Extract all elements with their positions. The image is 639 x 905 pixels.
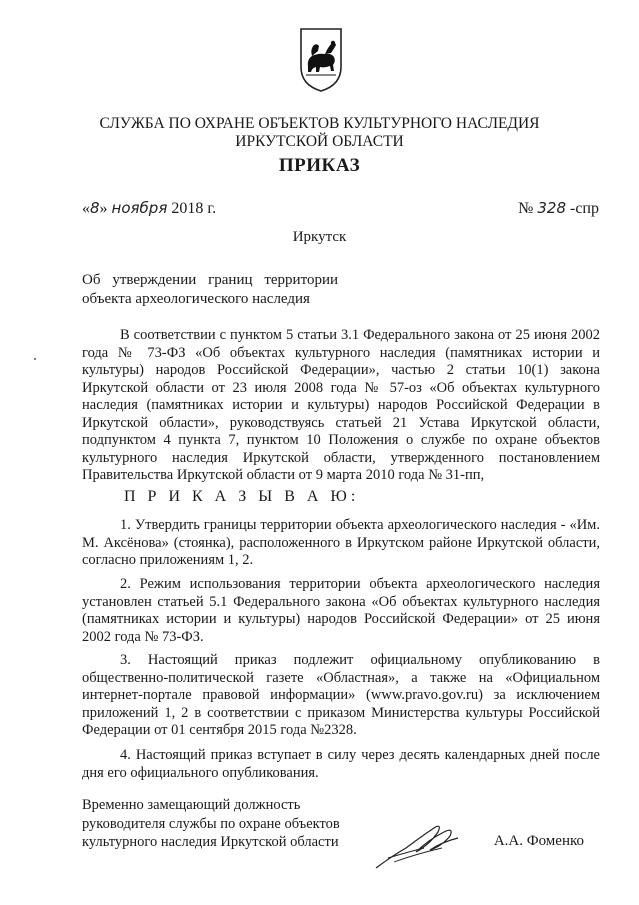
organization-name-line1: СЛУЖБА ПО ОХРАНЕ ОБЪЕКТОВ КУЛЬТУРНОГО НАСЛЕДИЯ — [99, 115, 540, 132]
signatory-position-line3: культурного наследия Иркутской области — [82, 834, 339, 850]
signatory-position-line2: руководителя службы по охране объектов — [82, 815, 340, 832]
coat-of-arms-icon — [298, 27, 344, 93]
subject-line2: объекта археологического наследия — [82, 290, 310, 307]
number-prefix: № — [518, 200, 534, 217]
order-item-1: 1. Утвердить границы территории объекта археологического наследия - «Им. М. Аксёнова» (стоянка), расположенного в Иркутском районе Иркутской области, согласно приложениям 1, 2. — [82, 517, 600, 568]
date-open-quote: « — [82, 200, 90, 217]
subject-line1: Об утверждении границ территории — [82, 272, 338, 288]
document-date — [82, 199, 216, 218]
document-subject — [82, 271, 382, 308]
number-suffix: -спр — [570, 200, 599, 217]
order-item-3: 3. Настоящий приказ подлежит официальному опубликованию в общественно-политической газете «Областная», а также на «Официальном интернет-портале правовой информации» (www.pravo.gov.ru) за исключением приложений 1, 2 в соответствии с приказом Министерства культуры Российской Федерации от 01 сентября 2015 года №2328. — [82, 652, 600, 738]
date-day: 8 — [90, 199, 100, 217]
scan-speck — [34, 358, 36, 360]
order-item-4: 4. Настоящий приказ вступает в силу через десять календарных дней после дня его официального опубликования. — [82, 747, 600, 781]
document-title: ПРИКАЗ — [278, 155, 361, 176]
date-close-quote: » — [99, 200, 108, 217]
preamble-paragraph: В соответствии с пунктом 5 статьи 3.1 Федерального закона от 25 июня 2002 года № 73-ФЗ «Об объектах культурного наследия (памятниках истории и культуры) народов Российской Федерации», частью 2 статьи 10(1) закона Иркутской области от 23 июля 2008 года № 57-оз «Об объектах культурного наследия (памятниках истории и культуры) народов Российской Федерации в Иркутской области», руководствуясь статьей 21 Устава Иркутской области, подпунктом 4 пункта 7, пунктом 10 Положения о службе по охране объектов культурного наследия Иркутской области, утвержденного постановлением Правительства Иркутской области от 9 марта 2010 года № 31-пп, — [82, 327, 600, 483]
document-city: Иркутск — [292, 229, 347, 245]
document-number — [518, 199, 599, 218]
handwritten-signature-icon — [372, 818, 462, 872]
signatory-position-line1: Временно замещающий должность — [82, 797, 301, 813]
order-heading: П Р И К А З Ы В А Ю: — [124, 488, 360, 505]
signatory-position — [82, 796, 340, 852]
date-year: 2018 г. — [171, 200, 217, 217]
organization-name-line2: ИРКУТСКОЙ ОБЛАСТИ — [235, 133, 404, 150]
date-month: ноября — [111, 199, 168, 217]
signatory-name: А.А. Фоменко — [493, 833, 584, 849]
number-value: 328 — [537, 199, 566, 217]
order-item-2: 2. Режим использования территории объекта археологического наследия установлен статьей 5.1 Федерального закона «Об объектах культурного наследия (памятниках истории и культуры) народов Российской Федерации» от 25 июня 2002 года № 73-ФЗ. — [82, 576, 600, 645]
